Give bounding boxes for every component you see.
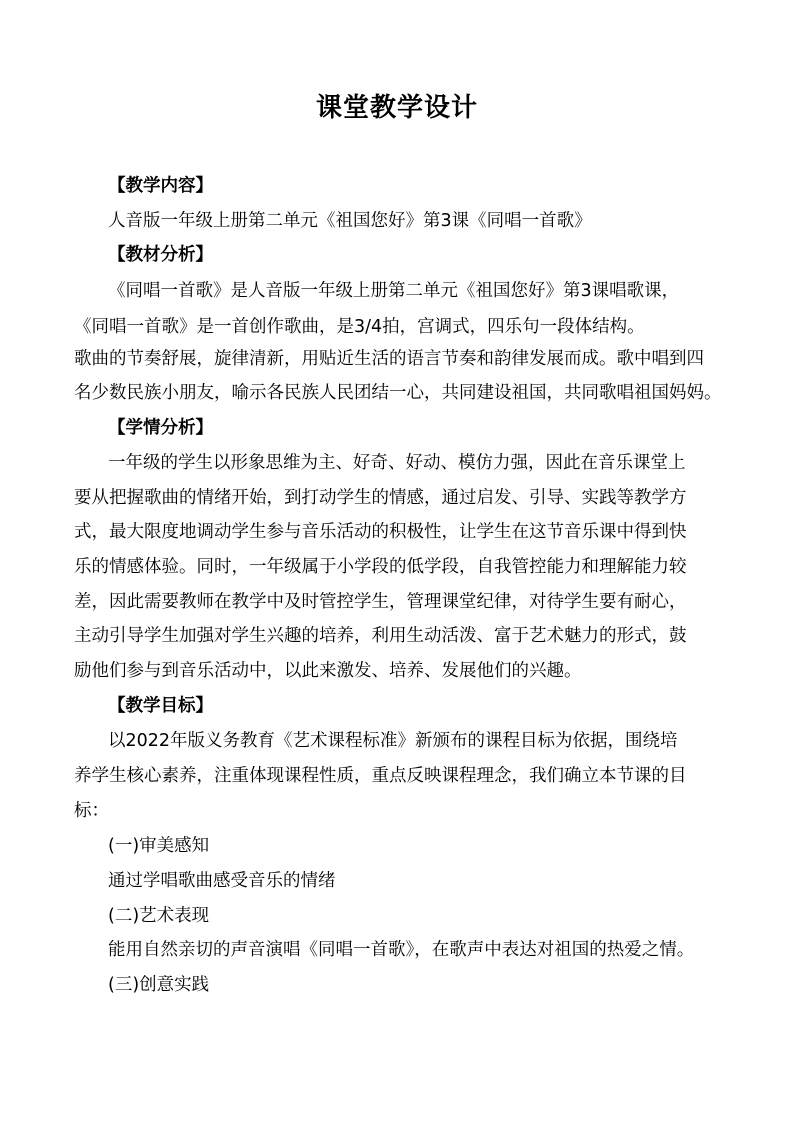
paragraph-line: 乐的情感体验。同时，一年级属于小学段的低学段，自我管控能力和理解能力较 [74, 557, 687, 577]
section-heading-content: 【教学内容】 [108, 176, 213, 196]
subsection-heading: (一)审美感知 [108, 836, 210, 856]
paragraph-line: 以2022年版义务教育《艺术课程标准》新颁布的课程目标为依据，围绕培 [108, 731, 678, 751]
paragraph-line: 励他们参与到音乐活动中，以此来激发、培养、发展他们的兴趣。 [74, 661, 582, 681]
section-heading-students: 【学情分析】 [108, 418, 213, 438]
page-title: 课堂教学设计 [315, 93, 478, 123]
paragraph-line: 歌曲的节奏舒展，旋律清新，用贴近生活的语言节奏和韵律发展而成。歌中唱到四 [74, 349, 704, 369]
paragraph-line: 养学生核心素养，注重体现课程性质，重点反映课程理念，我们确立本节课的目 [74, 766, 687, 786]
paragraph-line: 人音版一年级上册第二单元《祖国您好》第3课《同唱一首歌》 [108, 211, 592, 231]
section-heading-material: 【教材分析】 [108, 245, 213, 265]
paragraph-line: 一年级的学生以形象思维为主、好奇、好动、模仿力强，因此在音乐课堂上 [108, 453, 686, 473]
section-heading-goals: 【教学目标】 [108, 696, 213, 716]
paragraph-line: 主动引导学生加强对学生兴趣的培养，利用生动活泼、富于艺术魅力的形式，鼓 [74, 626, 687, 646]
paragraph-line: 通过学唱歌曲感受音乐的情绪 [108, 871, 336, 891]
paragraph-line: 式，最大限度地调动学生参与音乐活动的积极性，让学生在这节音乐课中得到快 [74, 522, 687, 542]
paragraph-line: 要从把握歌曲的情绪开始，到打动学生的情感，通过启发、引导、实践等教学方 [74, 488, 687, 508]
paragraph-line: 《同唱一首歌》是一首创作歌曲，是3/4拍，宫调式，四乐句一段体结构。 [74, 317, 645, 337]
paragraph-line: 名少数民族小朋友，喻示各民族人民团结一心，共同建设祖国，共同歌唱祖国妈妈。 [74, 383, 722, 403]
paragraph-line: 标： [74, 801, 109, 821]
subsection-heading: (三)创意实践 [108, 975, 210, 995]
paragraph-line: 差，因此需要教师在教学中及时管控学生，管理课堂纪律，对待学生要有耐心， [74, 592, 687, 612]
subsection-heading: (二)艺术表现 [108, 906, 210, 926]
paragraph-line: 《同唱一首歌》是人音版一年级上册第二单元《祖国您好》第3课唱歌课， [108, 281, 680, 301]
paragraph-line: 能用自然亲切的声音演唱《同唱一首歌》，在歌声中表达对祖国的热爱之情。 [108, 940, 695, 960]
